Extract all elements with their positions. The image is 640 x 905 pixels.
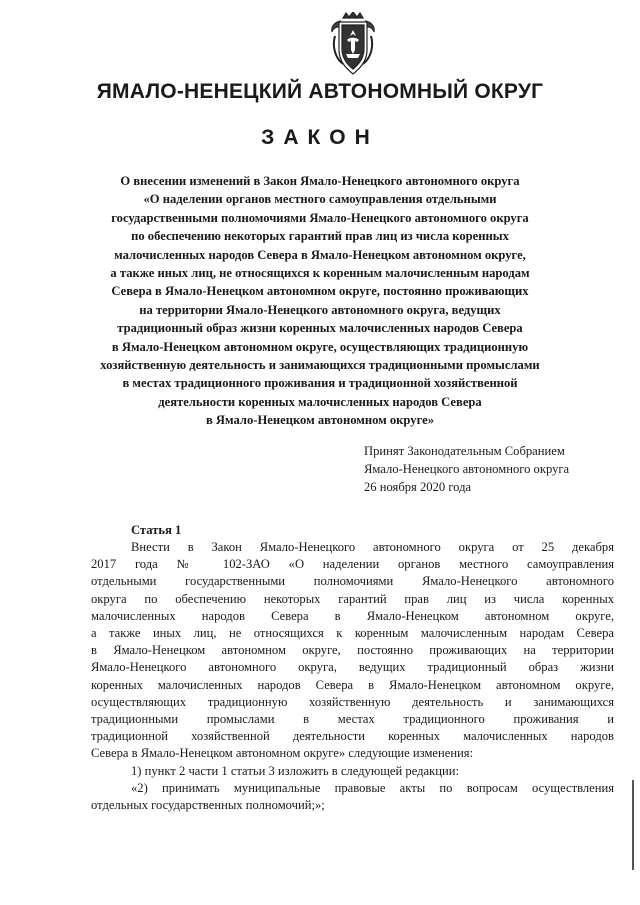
article-heading: Статья 1 [131, 523, 182, 537]
coat-of-arms-icon [329, 12, 377, 76]
adoption-line: Принят Законодательным Собранием [364, 444, 565, 458]
law-title-line: О внесении изменений в Закон Ямало-Ненецкого автономного округа [120, 174, 520, 188]
article-line: округа по обеспечению некоторых гарантий прав лиц из числа коренных [91, 591, 614, 606]
document-type: ЗАКОН [261, 126, 379, 149]
amendment-quote-line: отдельных государственных полномочий;»; [91, 798, 325, 813]
law-title-line: Севера в Ямало-Ненецком автономном округе, постоянно проживающих [111, 284, 529, 299]
law-title-line: в Ямало-Ненецком автономном округе» [205, 413, 435, 428]
law-title-line: хозяйственную деятельность и занимающихся традиционными промыслами [100, 358, 540, 373]
law-title-line: в Ямало-Ненецком автономном округе, осуществляющих традиционную [111, 339, 529, 354]
article-body [91, 539, 614, 814]
adoption-line: Ямало-Ненецкого автономного округа [364, 462, 570, 477]
scan-edge-mark [632, 780, 634, 870]
article-line: традиционными промыслами в местах традиционного проживания и [91, 712, 614, 727]
law-title-line: государственными полномочиями Ямало-Ненецкого автономного округа [111, 210, 529, 225]
law-title-line: традиционный образ жизни коренных малочисленных народов Севера [117, 321, 523, 336]
law-title-line: деятельности коренных малочисленных народов Севера [158, 394, 482, 409]
law-title-line: по обеспечению некоторых гарантий прав лиц из числа коренных [131, 229, 509, 244]
law-title [60, 172, 580, 430]
amendment-quote-line: «2) принимать муниципальные правовые акты по вопросам осуществления [131, 780, 614, 795]
adoption-date: 26 ноября 2020 года [364, 480, 472, 495]
article-line: Внести в Закон Ямало-Ненецкого автономного округа от 25 декабря [131, 540, 614, 554]
article-line: малочисленных народов Севера в Ямало-Ненецком автономном округе, [91, 608, 614, 623]
amendment-item: 1) пункт 2 части 1 статьи 3 изложить в следующей редакции: [131, 763, 459, 778]
article-line: Ямало-Ненецкого автономного округа, ведущих традиционный образ жизни [91, 660, 614, 675]
article-line: осуществляющих традиционную хозяйственную деятельность и занимающихся [91, 694, 614, 709]
law-title-line: на территории Ямало-Ненецкого автономного округа, ведущих [139, 302, 501, 317]
law-title-line: «О наделении органов местного самоуправления отдельными [143, 192, 497, 207]
article-line: Севера в Ямало-Ненецком автономном округе» следующие изменения: [91, 746, 474, 761]
article-line: отдельными государственными полномочиями Ямало-Ненецкого автономного [91, 574, 614, 589]
article-line: традиционной хозяйственной деятельности коренных малочисленных народов [91, 729, 614, 744]
law-title-line: малочисленных народов Севера в Ямало-Ненецком автономном округе, [114, 247, 526, 262]
law-title-line: а также иных лиц, не относящихся к коренным малочисленным народам [110, 266, 530, 281]
law-title-line: в местах традиционного проживания и традиционной хозяйственной [122, 376, 518, 391]
article-line: коренных малочисленных народов Севера в Ямало-Ненецком автономном округе, [91, 677, 614, 692]
adoption-note [364, 442, 569, 497]
article-line: 2017 года № 102-ЗАО «О наделении органов местного самоуправления [91, 557, 614, 572]
region-name: ЯМАЛО-НЕНЕЦКИЙ АВТОНОМНЫЙ ОКРУГ [96, 80, 544, 103]
article-line: а также иных лиц, не относящихся к коренным малочисленным народам Севера [91, 626, 614, 641]
article-line: в Ямало-Ненецком автономном округе, постоянно проживающих на территории [91, 643, 614, 658]
